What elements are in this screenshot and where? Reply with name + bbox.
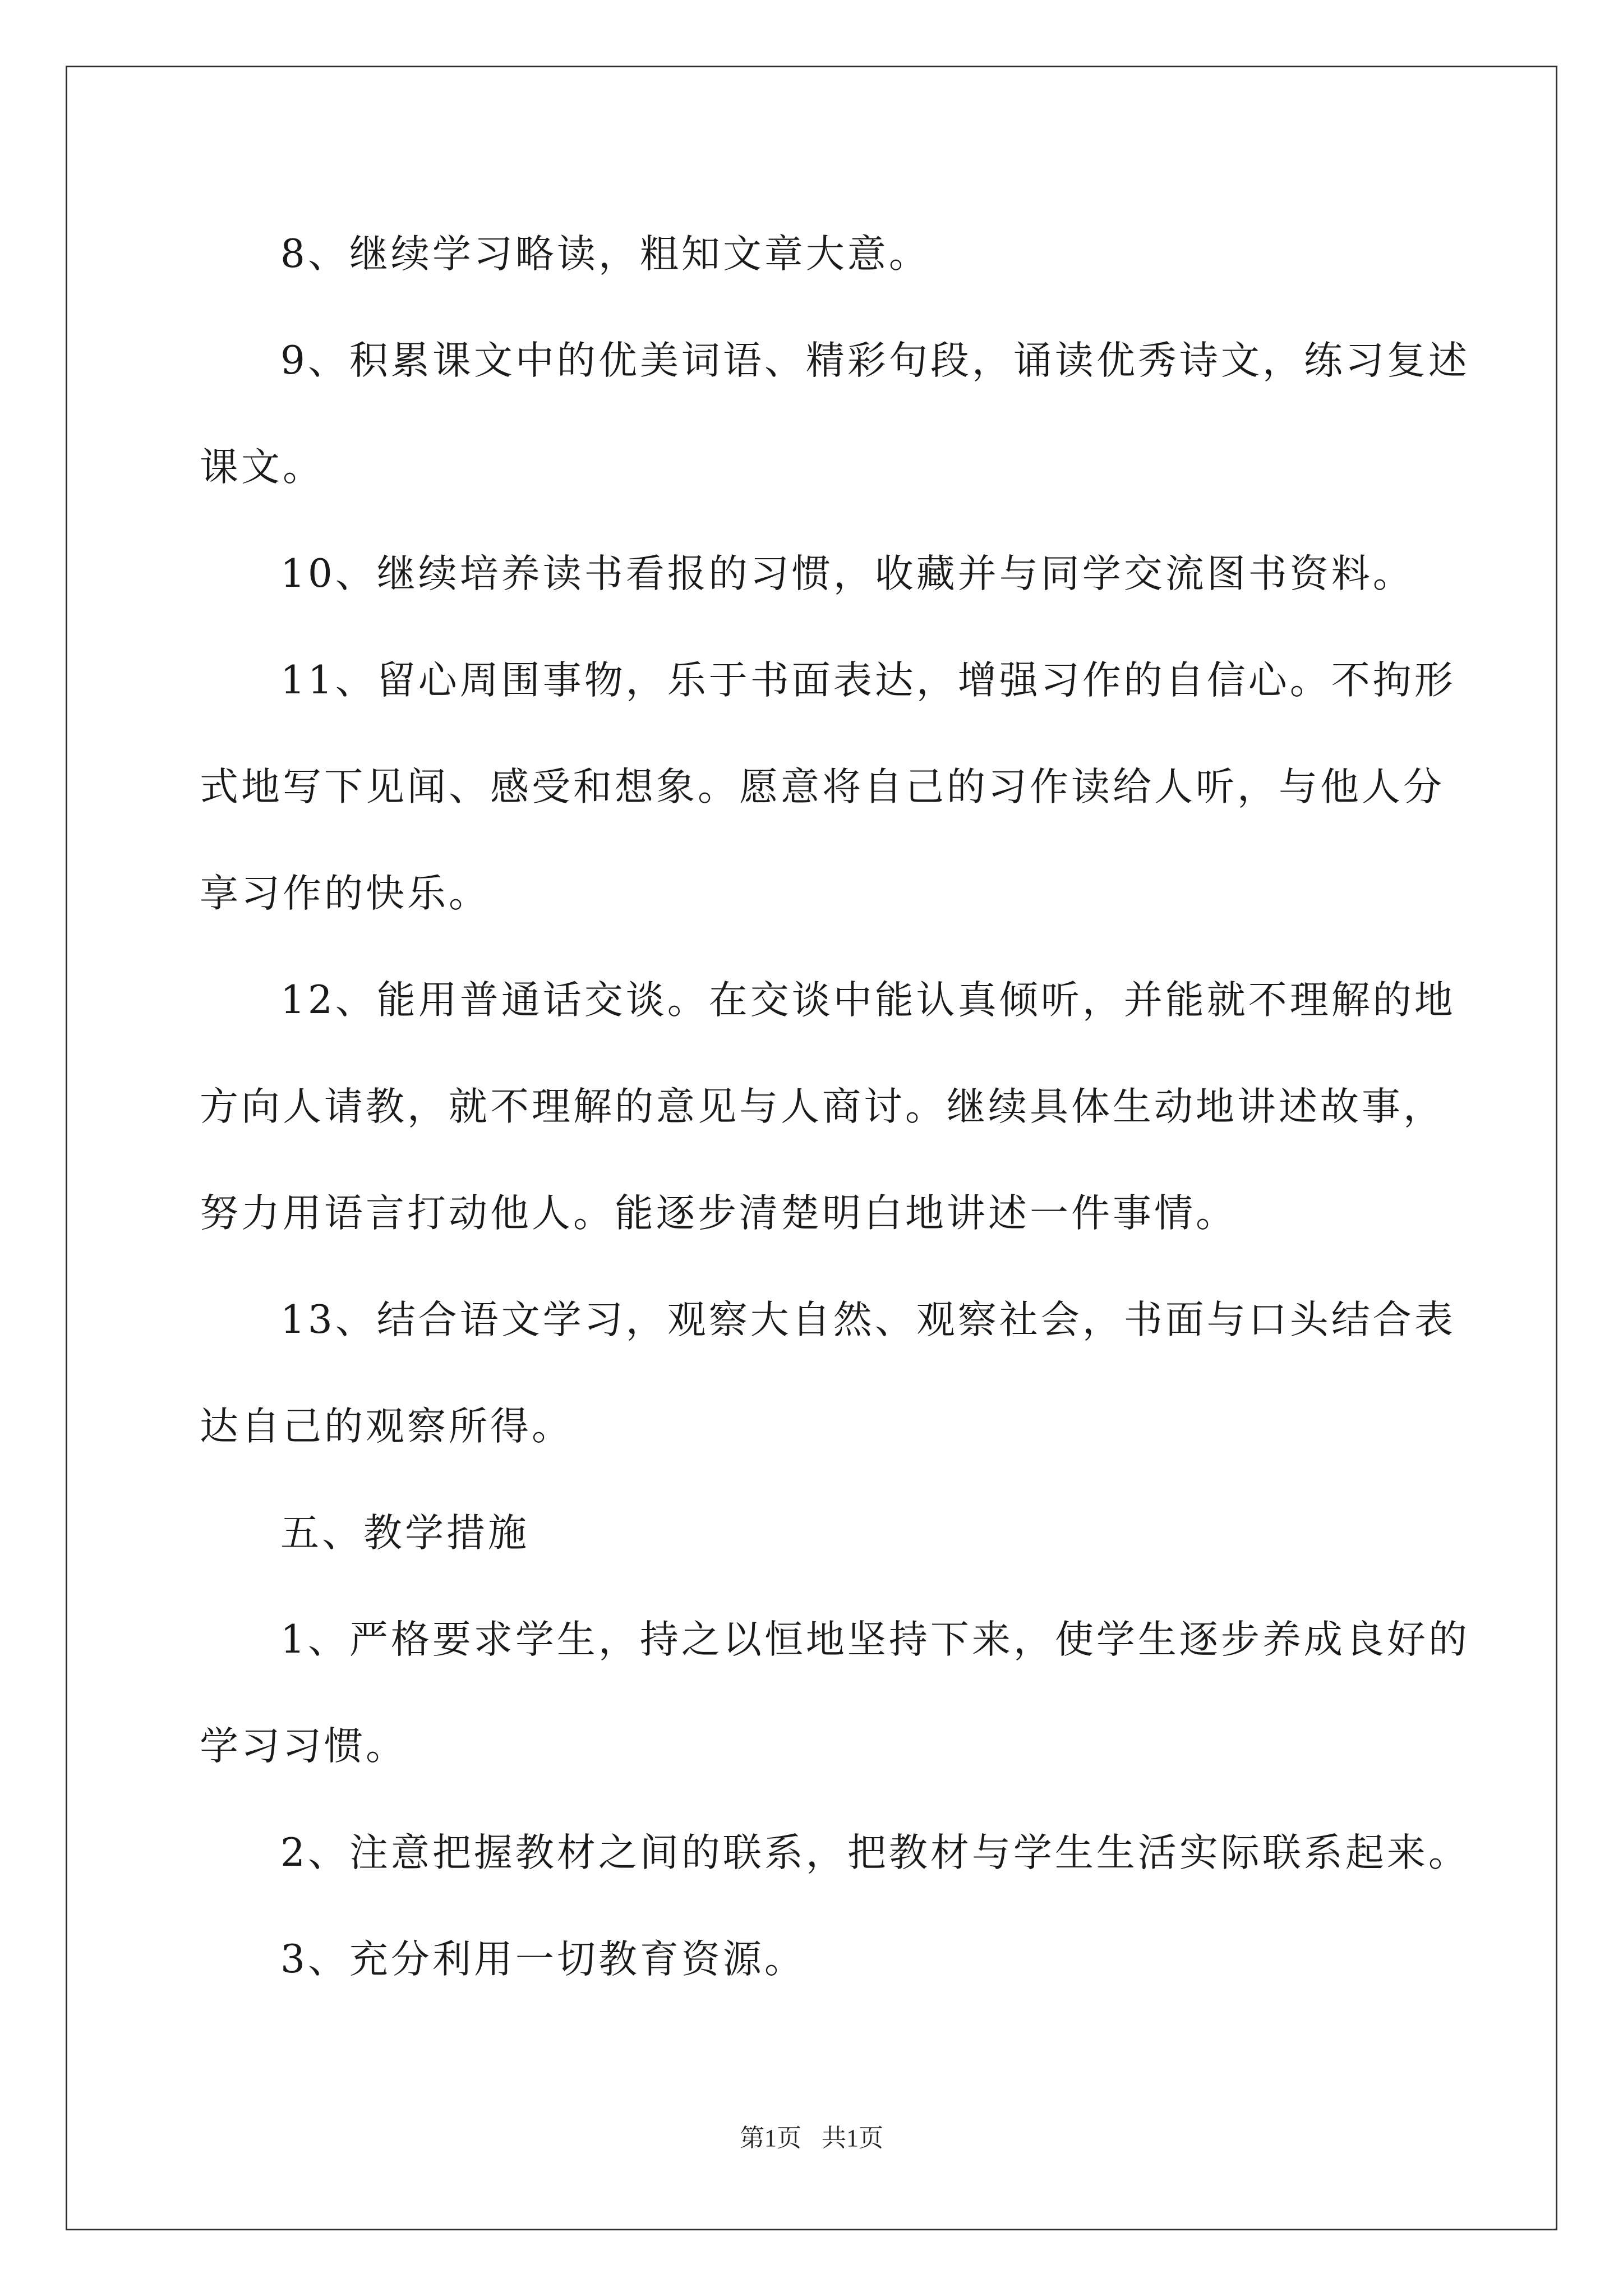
paragraph-line: 10、继续培养读书看报的习惯，收藏并与同学交流图书资料。 (280, 551, 1414, 596)
section-heading: 五、教学措施 (280, 1511, 529, 1556)
page-total: 共1页 (822, 2124, 883, 2152)
paragraph-line: 努力用语言打动他人。能逐步清楚明白地讲述一件事情。 (200, 1191, 1237, 1236)
paragraph-line: 3、充分利用一切教育资源。 (280, 1937, 806, 1982)
paragraph-line: 方向人请教，就不理解的意见与人商讨。继续具体生动地讲述故事， (200, 1084, 1445, 1129)
paragraph-line: 课文。 (200, 445, 324, 490)
paragraph-line: 式地写下见闻、感受和想象。愿意将自己的习作读给人听，与他人分 (200, 765, 1445, 809)
paragraph-line: 达自己的观察所得。 (200, 1404, 573, 1449)
paragraph-line: 享习作的快乐。 (200, 871, 490, 916)
paragraph-line: 8、继续学习略读，粗知文章大意。 (280, 232, 930, 277)
page-footer (0, 2122, 1623, 2155)
paragraph-line: 2、注意把握教材之间的联系，把教材与学生生活实际联系起来。 (280, 1830, 1470, 1875)
page-frame (66, 66, 1557, 2230)
page-number: 第1页 (740, 2124, 801, 2152)
paragraph-line: 11、留心周围事物，乐于书面表达，增强习作的自信心。不拘形 (280, 658, 1456, 703)
paragraph-line: 13、结合语文学习，观察大自然、观察社会，书面与口头结合表 (280, 1297, 1456, 1342)
paragraph-line: 1、严格要求学生，持之以恒地坚持下来，使学生逐步养成良好的 (280, 1617, 1470, 1662)
paragraph-line: 学习习惯。 (200, 1724, 407, 1769)
paragraph-line: 12、能用普通话交谈。在交谈中能认真倾听，并能就不理解的地 (280, 978, 1456, 1023)
paragraph-line: 9、积累课文中的优美词语、精彩句段，诵读优秀诗文，练习复述 (280, 338, 1470, 383)
